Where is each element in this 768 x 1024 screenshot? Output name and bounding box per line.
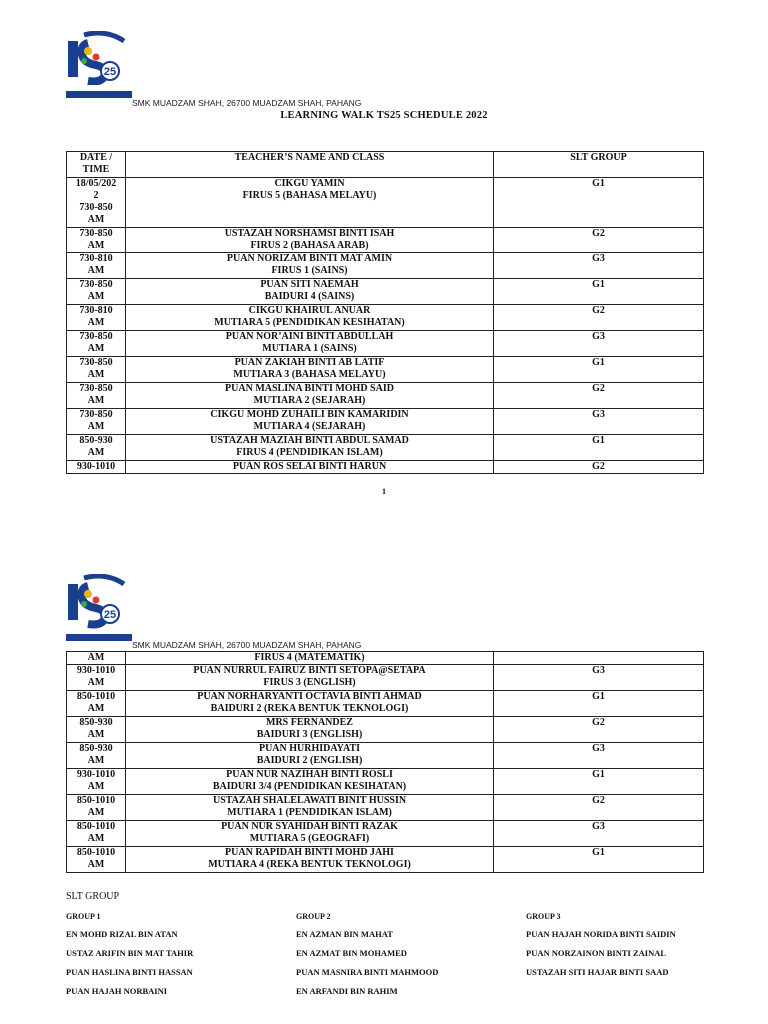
table-row — [67, 717, 704, 743]
cell-slt-group: G1 — [494, 435, 704, 461]
teacher-name: PUAN NORHARYANTI OCTAVIA BINTI AHMAD — [197, 691, 422, 702]
cell-teacher — [126, 743, 494, 769]
slt-member: PUAN HAJAH NORIDA BINTI SAIDIN — [526, 929, 676, 939]
table-row — [67, 821, 704, 847]
time-line: 2 — [93, 190, 99, 201]
time-line: AM — [87, 677, 105, 688]
time-line: 930-1010 — [76, 461, 116, 472]
teacher-class: BAIDURI 4 (SAINS) — [264, 291, 355, 302]
cell-teacher — [126, 769, 494, 795]
cell-slt-group: G2 — [494, 228, 704, 253]
teacher-name: PUAN NORIZAM BINTI MAT AMIN — [226, 253, 393, 264]
teacher-name: PUAN RAPIDAH BINTI MOHD JAHI — [225, 847, 394, 858]
teacher-name: PUAN ZAKIAH BINTI AB LATIF — [234, 357, 385, 368]
teacher-class: BAIDURI 2 (ENGLISH) — [256, 755, 363, 766]
time-line: 730-850 — [79, 331, 113, 342]
cell-slt-group: G3 — [494, 253, 704, 279]
teacher-name: USTAZAH MAZIAH BINTI ABDUL SAMAD — [210, 435, 409, 446]
time-line: AM — [87, 781, 105, 792]
cell-time — [67, 717, 126, 743]
time-line: AM — [87, 833, 105, 844]
teacher-name: FIRUS 4 (MATEMATIK) — [254, 652, 365, 663]
cell-slt-group: G2 — [494, 305, 704, 331]
cell-teacher — [126, 847, 494, 873]
time-line: 850-1010 — [76, 847, 116, 858]
slt-member: PUAN HAJAH NORBAINI — [66, 986, 168, 996]
time-line: AM — [87, 343, 105, 354]
slt-member: EN AZMAN BIN MAHAT — [296, 929, 393, 939]
header-slt-group: SLT GROUP — [494, 152, 704, 178]
time-line: 930-1010 — [76, 665, 116, 676]
slt-group-title: GROUP 1 — [66, 912, 101, 921]
time-line: AM — [87, 447, 105, 458]
teacher-class: MUTIARA 1 (SAINS) — [262, 343, 357, 354]
teacher-name: PUAN MASLINA BINTI MOHD SAID — [225, 383, 394, 394]
table-row — [67, 769, 704, 795]
school-address: SMK MUADZAM SHAH, 26700 MUADZAM SHAH, PAHANG — [132, 98, 362, 108]
cell-time — [67, 769, 126, 795]
cell-slt-group: G3 — [494, 821, 704, 847]
cell-slt-group — [494, 652, 704, 665]
teacher-name: USTAZAH NORSHAMSI BINTI ISAH — [224, 228, 395, 239]
teacher-name: PUAN NUR SYAHIDAH BINTI RAZAK — [221, 821, 398, 832]
cell-time — [67, 795, 126, 821]
teacher-name: PUAN ROS SELAI BINTI HARUN — [232, 461, 387, 472]
cell-slt-group: G1 — [494, 279, 704, 305]
cell-time — [67, 743, 126, 769]
header-date-time: DATE / TIME — [67, 152, 126, 178]
teacher-name: CIKGU KHAIRUL ANUAR — [248, 305, 371, 316]
cell-slt-group: G2 — [494, 717, 704, 743]
teacher-class: FIRUS 3 (ENGLISH) — [263, 677, 356, 688]
time-line: 850-930 — [79, 743, 113, 754]
slt-member: USTAZ ARIFIN BIN MAT TAHIR — [66, 948, 194, 958]
slt-member: EN AZMAT BIN MOHAMED — [296, 948, 407, 958]
slt-group-title: GROUP 3 — [526, 912, 561, 921]
schedule-table-page-2 — [66, 651, 704, 873]
time-line: AM — [87, 652, 105, 663]
cell-slt-group: G1 — [494, 847, 704, 873]
slt-member: USTAZAH SITI HAJAR BINTI SAAD — [526, 967, 669, 977]
teacher-name: CIKGU YAMIN — [274, 178, 345, 189]
time-line: AM — [87, 214, 105, 225]
cell-slt-group: G3 — [494, 743, 704, 769]
time-line: 730-850 — [79, 409, 113, 420]
cell-time — [67, 665, 126, 691]
logo-number-2: 25 — [103, 609, 117, 621]
teacher-name: PUAN NOR’AINI BINTI ABDULLAH — [225, 331, 394, 342]
teacher-class: BAIDURI 3 (ENGLISH) — [256, 729, 363, 740]
time-line: 850-1010 — [76, 795, 116, 806]
table-row — [67, 691, 704, 717]
teacher-class: MUTIARA 3 (BAHASA MELAYU) — [233, 369, 386, 380]
time-line: AM — [87, 265, 105, 276]
time-line: AM — [87, 240, 105, 251]
cell-slt-group: G2 — [494, 461, 704, 474]
time-line: 730-850 — [79, 228, 113, 239]
time-line: AM — [87, 395, 105, 406]
cell-time — [67, 821, 126, 847]
slt-group-title: GROUP 2 — [296, 912, 331, 921]
teacher-name: MRS FERNANDEZ — [266, 717, 353, 728]
cell-teacher — [126, 821, 494, 847]
teacher-class: MUTIARA 2 (SEJARAH) — [253, 395, 366, 406]
teacher-class: MUTIARA 4 (SEJARAH) — [253, 421, 366, 432]
cell-teacher — [126, 795, 494, 821]
time-line: AM — [87, 755, 105, 766]
time-line: AM — [87, 859, 105, 870]
logo-number: 25 — [103, 66, 117, 78]
teacher-name: CIKGU MOHD ZUHAILI BIN KAMARIDIN — [210, 409, 409, 420]
time-line: 18/05/202 — [75, 178, 117, 189]
time-line: AM — [87, 703, 105, 714]
slt-member: EN MOHD RIZAL BIN ATAN — [66, 929, 178, 939]
teacher-name: USTAZAH SHALELAWATI BINIT HUSSIN — [212, 795, 407, 806]
slt-member: PUAN HASLINA BINTI HASSAN — [66, 967, 193, 977]
header-teacher: TEACHER’S NAME AND CLASS — [126, 152, 494, 178]
teacher-class: MUTIARA 4 (REKA BENTUK TEKNOLOGI) — [208, 859, 411, 870]
teacher-class: MUTIARA 1 (PENDIDIKAN ISLAM) — [227, 807, 392, 818]
cell-teacher — [126, 652, 494, 665]
time-line: 930-1010 — [76, 769, 116, 780]
teacher-class: BAIDURI 2 (REKA BENTUK TEKNOLOGI) — [210, 703, 409, 714]
cell-slt-group: G2 — [494, 383, 704, 409]
slt-group-heading: SLT GROUP — [66, 891, 120, 902]
table-row — [67, 795, 704, 821]
table-row — [67, 847, 704, 873]
time-line: 730-850 — [79, 202, 113, 213]
cell-teacher — [126, 691, 494, 717]
cell-time — [67, 691, 126, 717]
teacher-class: BAIDURI 3/4 (PENDIDIKAN KESIHATAN) — [212, 781, 407, 792]
teacher-class: FIRUS 4 (PENDIDIKAN ISLAM) — [236, 447, 383, 458]
cell-time — [67, 652, 126, 665]
cell-teacher — [126, 665, 494, 691]
teacher-name: PUAN NURRUL FAIRUZ BINTI SETOPA@SETAPA — [193, 665, 426, 676]
slt-member: PUAN NORZAINON BINTI ZAINAL — [526, 948, 667, 958]
time-line: AM — [87, 291, 105, 302]
teacher-class: FIRUS 1 (SAINS) — [271, 265, 348, 276]
teacher-name: PUAN SITI NAEMAH — [260, 279, 359, 290]
cell-teacher — [126, 717, 494, 743]
cell-time — [67, 847, 126, 873]
cell-slt-group: G1 — [494, 769, 704, 795]
teacher-class: FIRUS 5 (BAHASA MELAYU) — [242, 190, 377, 201]
cell-slt-group: G2 — [494, 795, 704, 821]
time-line: 730-850 — [79, 383, 113, 394]
cell-slt-group: G1 — [494, 357, 704, 383]
teacher-class: MUTIARA 5 (GEOGRAFI) — [249, 833, 370, 844]
teacher-name: PUAN NUR NAZIHAH BINTI ROSLI — [226, 769, 393, 780]
time-line: AM — [87, 807, 105, 818]
page-number: 1 — [382, 487, 386, 496]
table-row — [67, 743, 704, 769]
time-line: AM — [87, 421, 105, 432]
cell-slt-group: G3 — [494, 409, 704, 435]
teacher-class: MUTIARA 5 (PENDIDIKAN KESIHATAN) — [214, 317, 405, 328]
table-row — [67, 665, 704, 691]
cell-slt-group: G3 — [494, 331, 704, 357]
time-line: AM — [87, 369, 105, 380]
school-address-2: SMK MUADZAM SHAH, 26700 MUADZAM SHAH, PAHANG — [132, 640, 362, 650]
time-line: 850-930 — [79, 435, 113, 446]
slt-member: PUAN MASNIRA BINTI MAHMOOD — [296, 967, 439, 977]
time-line: 850-930 — [79, 717, 113, 728]
cell-slt-group: G3 — [494, 665, 704, 691]
time-line: 850-1010 — [76, 691, 116, 702]
ts25-logo-icon-2 — [66, 574, 132, 642]
table-row — [67, 652, 704, 665]
page-title: LEARNING WALK TS25 SCHEDULE 2022 — [280, 110, 488, 121]
time-line: 730-850 — [79, 357, 113, 368]
time-line: AM — [87, 729, 105, 740]
cell-slt-group: G1 — [494, 691, 704, 717]
teacher-name: PUAN HURHIDAYATI — [258, 743, 361, 754]
slt-member: EN ARFANDI BIN RAHIM — [296, 986, 398, 996]
time-line: 730-850 — [79, 279, 113, 290]
time-line: 850-1010 — [76, 821, 116, 832]
teacher-class: FIRUS 2 (BAHASA ARAB) — [250, 240, 369, 251]
time-line: 730-810 — [79, 253, 113, 264]
cell-slt-group: G1 — [494, 178, 704, 228]
time-line: AM — [87, 317, 105, 328]
time-line: 730-810 — [79, 305, 113, 316]
